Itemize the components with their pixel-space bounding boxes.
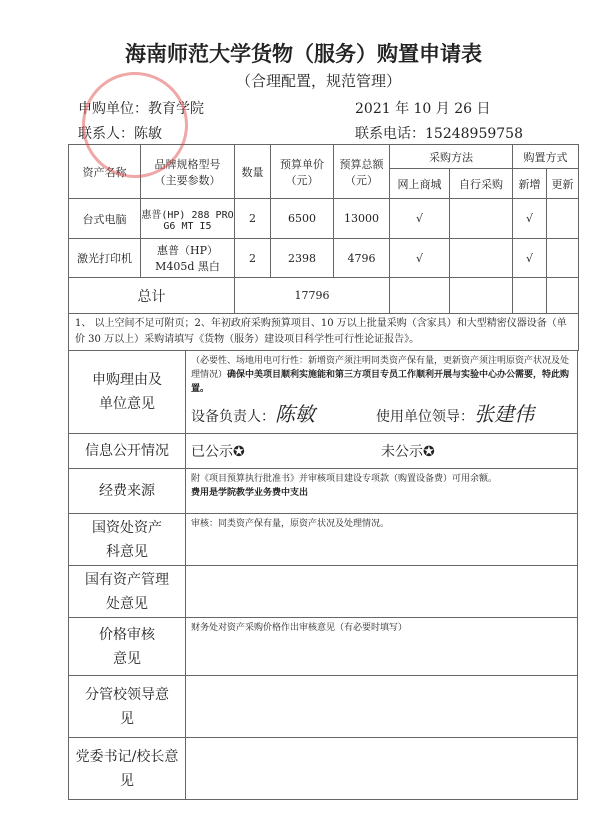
cell-unit-price: 2398 [271, 239, 334, 278]
note: 1、 以上空间不足可附页；2、年初政府采购预算项目、10 万以上批量采购（含家具）和大型精密仪器设备（单价 30 万以上）采购请填写《货物（服务）建设项目科学性可行性论证报告》。 [69, 314, 579, 351]
price-label: 价格审核意见 [69, 618, 186, 676]
form-title: 海南师范大学货物（服务）购置申请表 [125, 42, 482, 66]
not-public-label: 未公示 [381, 444, 423, 460]
col-online: 网上商城 [390, 169, 450, 199]
dept-leader [376, 402, 534, 429]
funds-text: 费用是学院教学业务费中支出 [191, 488, 309, 498]
cell-new: √ [513, 199, 547, 239]
col-model-label: 品牌规格型号 [154, 157, 221, 171]
col-total-label: 预算总额 [339, 157, 384, 171]
cell-unit-price: 6500 [271, 199, 334, 239]
col-model-sub: （主要参数） [154, 173, 221, 187]
cell-renew [547, 239, 579, 278]
col-total [334, 145, 390, 199]
sum-value: 17796 [235, 278, 390, 314]
branch-cell [186, 676, 578, 738]
cell-self [450, 239, 513, 278]
form-subtitle: （合理配置，规范管理） [235, 72, 401, 90]
guoyou-label: 国有资产管理处意见 [69, 566, 186, 618]
cell-renew [547, 199, 579, 239]
radio-icon: ✪ [233, 444, 245, 460]
party-label: 党委书记/校长意见 [69, 738, 186, 800]
unit-value: 教育学院 [148, 101, 204, 117]
equip-signature: 陈敏 [275, 402, 315, 426]
public-option[interactable] [191, 441, 381, 461]
unit-label: 申购单位： [78, 101, 148, 117]
phone-line [355, 123, 523, 143]
col-total-sub: （元） [345, 173, 378, 187]
col-renew: 更新 [547, 169, 579, 199]
funds-label: 经费来源 [69, 469, 186, 514]
empty-cell [390, 278, 450, 314]
table-row [69, 199, 579, 239]
dept-label: 使用单位领导： [376, 409, 474, 425]
col-new: 新增 [513, 169, 547, 199]
col-model [141, 145, 235, 199]
reason-hint: （必要性、场地用电可行性：新增资产须注明同类资产保有量，更新资产须注明原资产状况及处理情况） [191, 356, 570, 380]
table-row [69, 239, 579, 278]
approval-table [68, 350, 578, 800]
col-unit-price [271, 145, 334, 199]
equip-manager [191, 402, 376, 429]
cell-online: √ [390, 239, 450, 278]
col-method: 采购方法 [390, 145, 513, 169]
radio-icon: ✪ [423, 444, 435, 460]
purchase-table [68, 144, 579, 351]
branch-label: 分管校领导意见 [69, 676, 186, 738]
info-label: 信息公开情况 [69, 434, 186, 469]
cell-total: 13000 [334, 199, 390, 239]
col-self: 自行采购 [450, 169, 513, 199]
guozi-hint: 审核：同类资产保有量，原资产状况及处理情况。 [186, 514, 578, 566]
contact-value: 陈敏 [134, 126, 162, 142]
contact-label: 联系人： [78, 126, 134, 142]
price-hint: 财务处对资产采购价格作出审核意见（有必要时填写） [186, 618, 578, 676]
date: 2021 年 10 月 26 日 [355, 101, 491, 117]
col-unit-price-sub: （元） [285, 173, 319, 187]
col-mode: 购置方式 [513, 145, 579, 169]
cell-model: 惠普(HP) 288 PRO G6 MT I5 [141, 199, 235, 239]
col-qty: 数量 [235, 145, 271, 199]
col-name: 资产名称 [69, 145, 141, 199]
cell-qty: 2 [235, 199, 271, 239]
cell-name: 激光打印机 [69, 239, 141, 278]
empty-cell [513, 278, 547, 314]
empty-cell [547, 278, 579, 314]
party-cell [186, 738, 578, 800]
cell-self [450, 199, 513, 239]
reason-label: 申购理由及单位意见 [69, 351, 186, 434]
public-label: 已公示 [191, 444, 233, 460]
info-cell [186, 434, 578, 469]
form-tables [68, 144, 578, 800]
reason-text: 确保中美项目顺利实施能和第三方项目专员工作顺利开展与实验中心办公需要，特此购置。 [191, 370, 570, 394]
phone-label: 联系电话： [355, 126, 425, 142]
cell-name: 台式电脑 [69, 199, 141, 239]
info-options [186, 441, 577, 461]
guoyou-cell [186, 566, 578, 618]
dept-signature: 张建伟 [474, 402, 534, 426]
funds-hint: 附《项目预算执行批准书》并审核项目建设专项款（购置设备费）可用余额。 [191, 474, 498, 484]
funds-cell [186, 469, 578, 514]
cell-model: 惠普（HP） M405d 黑白 [141, 239, 235, 278]
signature-row [191, 402, 572, 429]
col-unit-price-label: 预算单价 [280, 157, 324, 171]
sum-label: 总计 [69, 278, 235, 314]
empty-cell [450, 278, 513, 314]
reason-body [191, 354, 572, 396]
contact-line [78, 123, 162, 143]
not-public-option[interactable] [381, 441, 571, 461]
cell-total: 4796 [334, 239, 390, 278]
equip-label: 设备负责人： [191, 409, 275, 425]
unit-line [78, 98, 204, 118]
cell-online: √ [390, 199, 450, 239]
cell-qty: 2 [235, 239, 271, 278]
guozi-label: 国资处资产科意见 [69, 514, 186, 566]
reason-cell [186, 351, 578, 434]
cell-new: √ [513, 239, 547, 278]
phone-value: 15248959758 [425, 126, 523, 142]
